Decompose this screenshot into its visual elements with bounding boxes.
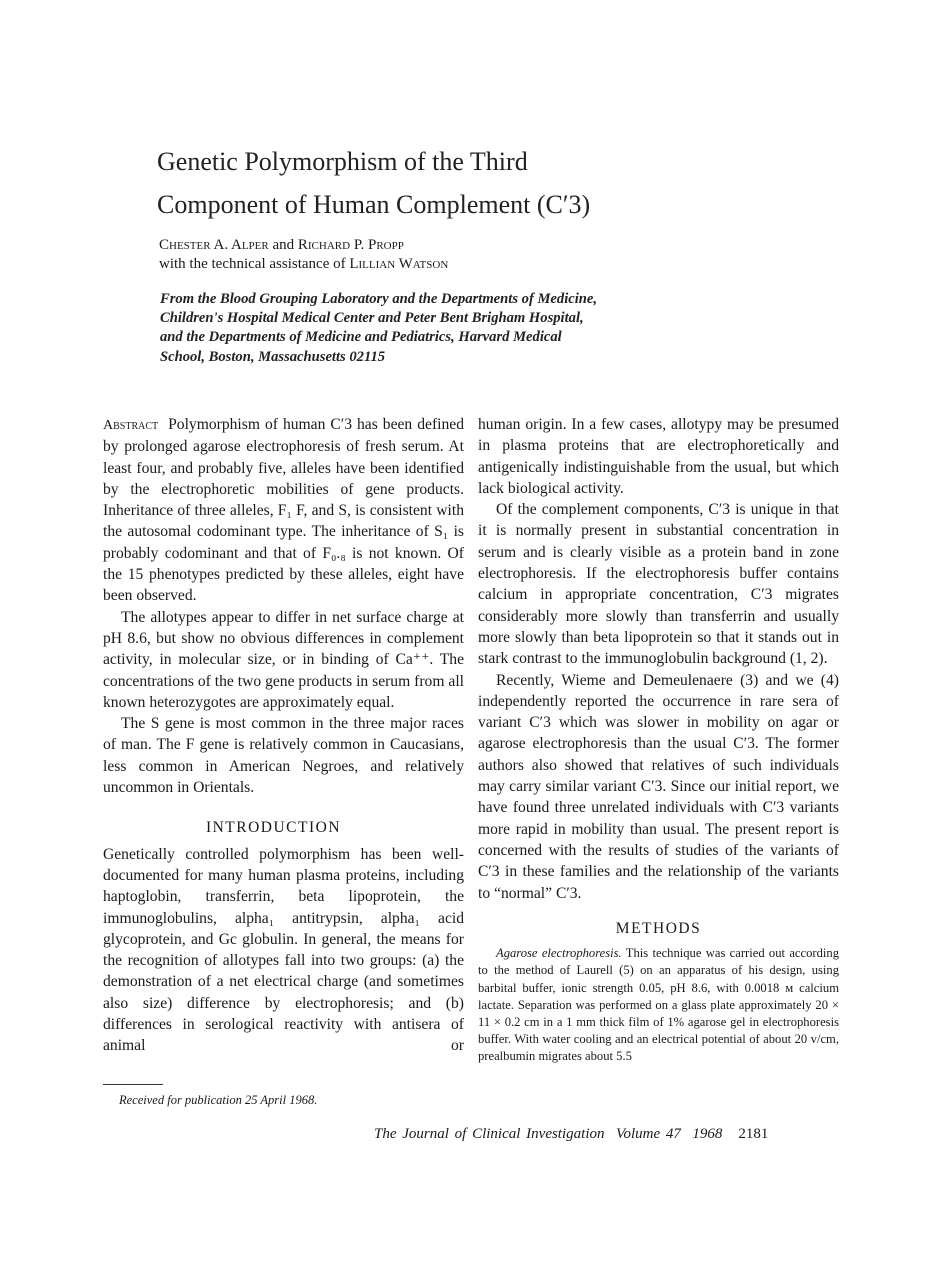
author-conjunction: and bbox=[272, 237, 295, 253]
introduction-paragraph: Genetically controlled polymorphism has been well-documented for many human plasma proteins, including haptoglobin, transferrin, beta lipoprotein, the immunoglobulins, alpha₁ antitrypsin, alpha₁ acid glycoprotein, and Gc globulin. In general, the means for the recognition of allotypes fall into two groups: (a) the demonstration of a net electrical charge (and sometimes also size) difference by electrophoresis; and (b) differences in serological reactivity with antisera of animal or bbox=[103, 845, 464, 1055]
assistance-prefix: with the technical assistance of bbox=[159, 256, 346, 272]
left-column bbox=[103, 414, 464, 1055]
authors bbox=[159, 236, 448, 274]
journal-year: 1968 bbox=[692, 1126, 723, 1142]
methods-subheading: Agarose electrophoresis. bbox=[496, 946, 622, 961]
abstract-paragraph: The allotypes appear to differ in net surface charge at pH 8.6, but show no obvious differences in complement activity, in molecular size, or in binding of Ca⁺⁺. The concentrations of the two gene products in serum from all known heterozygotes are approximately equal. bbox=[103, 608, 464, 711]
title-line: Genetic Polymorphism of the Third bbox=[157, 147, 528, 176]
affiliation-line: and the Departments of Medicine and Pediatrics, Harvard Medical bbox=[160, 329, 562, 346]
affiliation bbox=[160, 290, 597, 367]
methods-paragraph bbox=[478, 945, 839, 1065]
introduction-heading: INTRODUCTION bbox=[205, 819, 342, 837]
journal-volume: Volume 47 bbox=[615, 1126, 681, 1142]
affiliation-line: From the Blood Grouping Laboratory and the Departments of Medicine, bbox=[160, 291, 598, 307]
methods-heading: METHODS bbox=[615, 919, 702, 937]
page-number: 2181 bbox=[738, 1126, 769, 1142]
abstract-paragraph bbox=[103, 414, 464, 607]
assistant-name: Lillian Watson bbox=[349, 256, 449, 272]
page-footer bbox=[374, 1126, 768, 1143]
received-date: Received for publication 25 April 1968. bbox=[119, 1093, 318, 1107]
right-column bbox=[478, 414, 839, 1066]
affiliation-line: School, Boston, Massachusetts 02115 bbox=[160, 348, 386, 365]
article-title bbox=[157, 140, 590, 226]
introduction-paragraph: Of the complement components, C′3 is unique in that it is normally present in substantial concentration in serum and is clearly visible as a protein band in zone electrophoresis. If the electrophoresis buffer contains calcium in appropriate concentration, C′3 migrates considerably more slowly than transferrin and usually more slowly than beta lipoprotein so that it stands out in stark contrast to the immunoglobulin background (1, 2). bbox=[478, 501, 839, 668]
abstract-text: Polymorphism of human C′3 has been defined by prolonged agarose electrophoresis of fresh serum. At least four, and probably five, alleles have been identified by the electrophoretic mobilities of gene products. Inheritance of three alleles, F₁ F, and S, is consistent with the autosomal codominant type. The inheritance of S₁ is probably codominant and that of F₀.₈ is not known. Of the 15 phenotypes predicted by these alleles, eight have been observed. bbox=[103, 416, 464, 605]
title-line: Component of Human Complement (C′3) bbox=[157, 190, 591, 219]
abstract-label: Abstract bbox=[103, 418, 159, 433]
methods-text: This technique was carried out according to the method of Laurell (5) on an apparatus of his design, using barbital buffer, ionic strength 0.05, pH 8.6, with 0.0018 ᴍ calcium lactate. Separation was performed on a glass plate approximately 20 × 11 × 0.2 cm in a 1 mm thick film of 1% agarose gel in electrophoresis buffer. With water cooling and an electrical potential of about 20 v/cm, prealbumin migrates about 5.5 bbox=[478, 946, 839, 1064]
author-name: Chester A. Alper bbox=[159, 237, 269, 253]
author-name: Richard P. Propp bbox=[297, 237, 404, 253]
abstract-paragraph: The S gene is most common in the three major races of man. The F gene is relatively common in Caucasians, less common in American Negroes, and relatively uncommon in Orientals. bbox=[103, 715, 464, 797]
introduction-paragraph: Recently, Wieme and Demeulenaere (3) and we (4) independently reported the occurrence in rare sera of variant C′3 which was slower in mobility on agar or agarose electrophoresis than the usual C′3. The former authors also showed that relatives of such individuals may carry similar variant C′3. Since our initial report, we have found three unrelated individuals with C′3 variants more rapid in mobility than usual. The present report is concerned with the results of studies of the variants of C′3 in these families and the relationship of the variants to “normal” C′3. bbox=[478, 671, 839, 902]
affiliation-line: Children's Hospital Medical Center and Peter Bent Brigham Hospital, bbox=[160, 310, 584, 327]
journal-name: The Journal of Clinical Investigation bbox=[374, 1126, 605, 1142]
footnote-rule bbox=[103, 1084, 163, 1085]
introduction-paragraph-continued: human origin. In a few cases, allotypy may be presumed in plasma proteins that are electrophoretically and antigenically indistinguishable from the usual, but which lack biological activity. bbox=[478, 416, 839, 497]
